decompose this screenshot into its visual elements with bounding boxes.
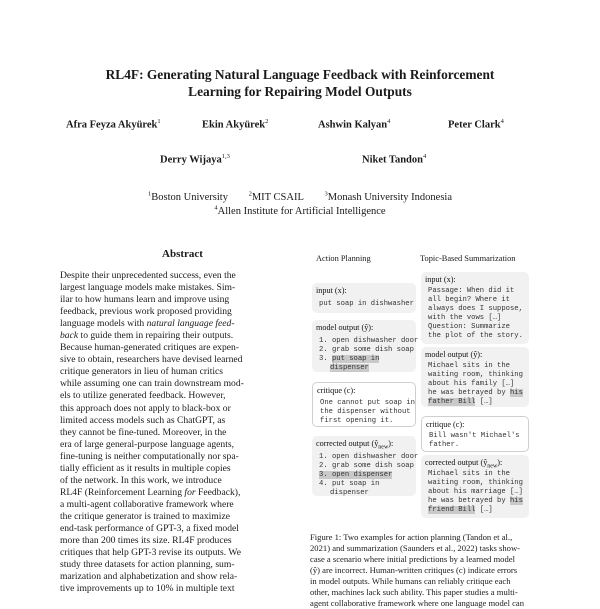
ts-input-card [421,272,529,344]
abstract-line: era of large general-purpose language agents, [60,438,235,450]
ts-input-line: with the vows […] [428,314,502,322]
ap-critique-line: the dispenser without [320,408,411,416]
affiliation-4: $^4$Allen Institute for Artificial Intelligence [214,204,386,217]
ap-corrected-line: 3. open dispenser [319,471,393,479]
ts-corrected-line: waiting room, thinking [428,479,523,487]
abstract-line: els to utilize generated feedback. However, [60,390,226,402]
ts-corrected-line: he was betrayed by his [428,497,523,505]
abstract-line: more than 200 times its size. RL4F produces [60,535,232,547]
ts-critique-card [421,416,529,452]
ap-output-line: dispenser [330,364,369,372]
ts-output-line: father Bill […] [428,398,493,406]
abstract-line: back to guide them in repairing their outputs. [60,330,234,342]
card-label-input: input (x): [425,275,456,284]
abstract-line: while assuming one can train downstream mod- [60,378,244,390]
ts-corrected-line: about his marriage […] [428,488,523,496]
card-label-critique: critique (c): [317,386,356,395]
abstract-line: they cannot be fine-tuned. Moreover, in the [60,426,227,438]
figure-col-action-planning: Action Planning [316,254,371,263]
affiliation-3: $^3$Monash University Indonesia [324,190,452,203]
author-5: Derry Wijaya$^{1,3}$ [160,153,230,166]
ap-input-card [312,283,416,313]
author-1: Afra Feyza Akyürek$^1$ [66,118,161,131]
caption-line: 2021) and summarization (Saunders et al., 2022) tasks show- [310,543,521,553]
abstract-line: end-task performance of GPT-3, a fixed model [60,522,239,534]
abstract-line: RL4F (Reinforcement Learning for Feedback), [60,486,241,498]
affiliation-1: $^1$Boston University [148,190,228,203]
figure-caption [310,532,560,609]
ts-corrected-card [421,455,529,518]
affiliations-line-1 [40,190,560,203]
abstract-line: ilar to how humans learn and improve using [60,294,230,306]
ap-output-line: 3. put soap in [319,355,380,363]
card-label-corrected: corrected output $(ŷ_{new})$: [316,439,394,451]
ts-input-line: all begin? Where it [428,296,510,304]
abstract-line: language models with natural language feed- [60,318,235,330]
caption-line: in model outputs. While humans can reliably critique each [310,576,511,586]
abstract-line: this approach does not apply to black-box or [60,402,231,414]
ts-critique-line: Bill wasn't Michael's [429,432,520,440]
ap-output-line: 2. grab some dish soap [319,346,414,354]
author-6: Niket Tandon$^4$ [362,153,427,166]
ap-corrected-line: 1. open dishwasher door [319,453,419,461]
caption-line: Figure 1: Two examples for action planning (Tandon et al., [310,532,513,542]
ap-critique-line: One cannot put soap in [320,399,415,407]
caption-line: other, machines lack such ability. This paper studies a multi- [310,587,518,597]
abstract-line: feedback, previous work proposed providing [60,306,232,318]
caption-line: (ŷ) are incorrect. Human-written critiques (c) indicate errors [310,565,518,575]
ts-output-line: waiting room, thinking [428,371,523,379]
ap-output-line: 1. open dishwasher door [319,337,419,345]
abstract-line: critiques that help GPT-3 revise its outputs. We [60,547,241,559]
ts-corrected-line: friend Bill […] [428,506,493,514]
abstract-line: study three datasets for action planning, sum- [60,559,235,571]
author-3: Ashwin Kalyan$^4$ [318,118,391,131]
ts-output-line: Michael sits in the [428,362,510,370]
ap-corrected-line: dispenser [330,489,369,497]
ts-corrected-line: Michael sits in the [428,470,510,478]
ts-input-line: Question: Summarize [428,323,510,331]
ts-critique-line: father. [429,441,460,449]
abstract-line: of the network. In this work, we introduce [60,474,222,486]
affiliation-2: $^2$MIT CSAIL [248,190,304,203]
ap-corrected-line: 4. put soap in [319,480,380,488]
ap-corrected-card [312,436,419,497]
author-2: Ekin Akyürek$^2$ [202,118,269,131]
paper-title [40,66,560,100]
abstract-line: marization and alphabetization and show rela- [60,571,238,583]
title-line-1: RL4F: Generating Natural Language Feedback with Reinforcement [105,67,495,82]
abstract-line: Despite their unprecedented success, even the [60,270,236,281]
card-label-model-output: model output (ŷ): [316,323,374,332]
ap-input-text: put soap in dishwasher [319,300,414,308]
abstract-line: largest language models make mistakes. Sim- [60,282,236,294]
ap-model-output-card [312,320,419,372]
ts-output-line: he was betrayed by his [428,389,523,397]
ts-input-line: the plot of the story. [428,332,523,340]
title-line-2: Learning for Repairing Model Outputs [188,84,412,99]
abstract-line: tive improvements up to 10% in multiple text [60,583,235,595]
abstract-line: fine-tuning is neither computationally nor spa- [60,450,239,462]
figure-col-summarization: Topic-Based Summarization [420,254,516,263]
affiliations-line-2 [40,204,560,217]
ts-output-line: about his family […] [428,380,515,388]
caption-line: agent collaborative framework where one language model can [310,598,525,608]
ts-model-output-card [421,347,529,407]
abstract-line: limited access models such as ChatGPT, as [60,414,226,426]
abstract-heading: Abstract [162,248,203,260]
ap-critique-card [312,382,416,427]
caption-line: case a scenario where initial predictions by a learned model [310,554,515,564]
ap-critique-line: first opening it. [320,417,394,425]
card-label-critique: critique (c): [426,420,465,429]
abstract-line: tially efficient as it results in multiple copies [60,462,231,474]
ap-corrected-line: 2. grab some dish soap [319,462,414,470]
card-label-corrected: corrected output $(ŷ_{new})$: [425,458,503,470]
ts-input-line: Passage: When did it [428,287,515,295]
card-label-input: input (x): [316,286,347,295]
abstract-line: the critique generator is trained to maximize [60,510,230,522]
abstract-line: critique generators in lieu of human critics [60,366,224,378]
card-label-model-output: model output (ŷ): [425,350,483,359]
abstract-line: sive to obtain, researchers have devised learned [60,354,243,366]
author-4: Peter Clark$^4$ [448,118,504,131]
ts-input-line: always does I suppose, [428,305,523,313]
abstract-line: Because human-generated critiques are expen- [60,342,239,354]
abstract-body [60,270,305,595]
abstract-line: a multi-agent collaborative framework where [60,498,234,510]
